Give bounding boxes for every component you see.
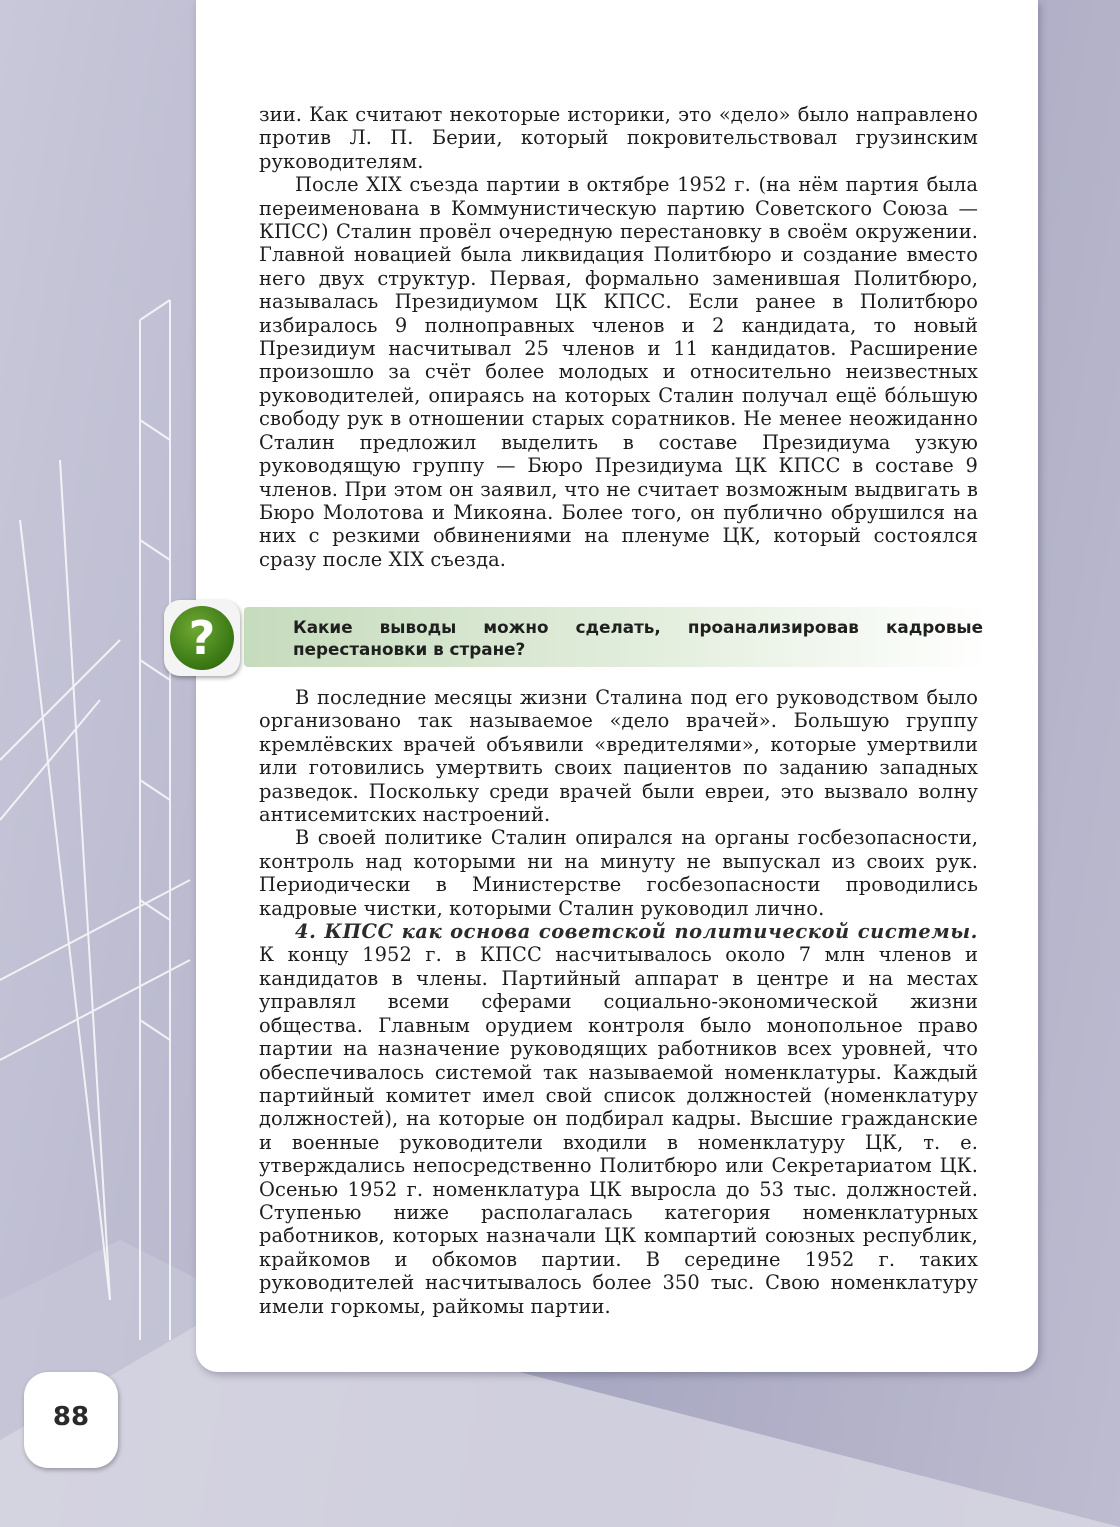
text-block-top [259,103,978,571]
section-heading: 4. КПСС как основа советской политической системы. [295,920,978,944]
section-body: К концу 1952 г. в КПСС насчитывалось около 7 млн членов и кандидатов в члены. Партийный аппарат в центре и на местах управлял всеми сферами социально-экономической жизни общества. Главным орудием контроля было монопольное право партии на назначение руководящих работников всех уровней, что обеспечивалось системой так называемой номенклатуры. Каждый партийный комитет имел свой список должностей (номенклатуру должностей), на которые он подбирал кадры. Высшие гражданские и военные руководители входили в номенклатуру ЦК, т. е. утверждались непосредственно Политбюро или Секретариатом ЦК. Осенью 1952 г. номенклатура ЦК выросла до 53 тыс. должностей. Ступенью ниже располагалась категория номенклатурных работников, которых назначали ЦК компартий союзных республик, крайкомов и обкомов партии. В середине 1952 г. таких руководителей насчитывалось более 350 тыс. Свою номенклатуру имели горкомы, райкомы партии. [259,943,978,1318]
question-text: Какие выводы можно сделать, проанализировав кадровые перестановки в стране? [293,617,983,659]
paragraph-doctors-plot: В последние месяцы жизни Сталина под его руководством было организовано так называемое «дело врачей». Большую группу кремлёвских врачей объявили «вредителями», которые умертвили или готовились умертвить своих пациентов по заданию западных разведок. Поскольку среди врачей были евреи, это вызвало волну антисемитских настроений. [259,686,978,827]
text-block-bottom [259,686,978,1318]
paragraph-section-4 [259,920,978,1318]
paragraph-xix-congress: После XIX съезда партии в октябре 1952 г. (на нём партия была переименована в Коммунистическую партию Советского Союза — КПСС) Сталин провёл очередную перестановку в своём окружении. Главной новацией была ликвидация Политбюро и создание вместо него двух структур. Первая, формально заменившая Политбюро, называлась Президиумом ЦК КПСС. Если ранее в Политбюро избиралось 9 полноправных членов и 2 кандидата, то новый Президиум насчитывал 25 членов и 11 кандидатов. Расширение произошло за счёт более молодых и относительно неизвестных руководителей, опираясь на которых Сталин получал ещё бóльшую свободу рук в отношении старых соратников. Не менее неожиданно Сталин предложил выделить в составе Президиума узкую руководящую группу — Бюро Президиума ЦК КПСС в составе 9 членов. При этом он заявил, что не считает возможным выдвигать в Бюро Молотова и Микояна. Более того, он публично обрушился на них с резкими обвинениями на пленуме ЦК, который состоялся сразу после XIX съезда. [259,173,978,571]
page-number-tab [24,1372,118,1468]
page-number: 88 [52,1402,90,1432]
question-mark-icon: ? [170,606,234,670]
question-icon-box [164,600,240,676]
paragraph-state-security: В своей политике Сталин опирался на органы госбезопасности, контроль над которыми ни на минуту не выпускал из своих рук. Периодически в Министерстве госбезопасности проводились кадровые чистки, которыми Сталин руководил лично. [259,826,978,920]
paragraph-continuation: зии. Как считают некоторые историки, это «дело» было направлено против Л. П. Берии, который покровительствовал грузинским руководителям. [259,103,978,173]
